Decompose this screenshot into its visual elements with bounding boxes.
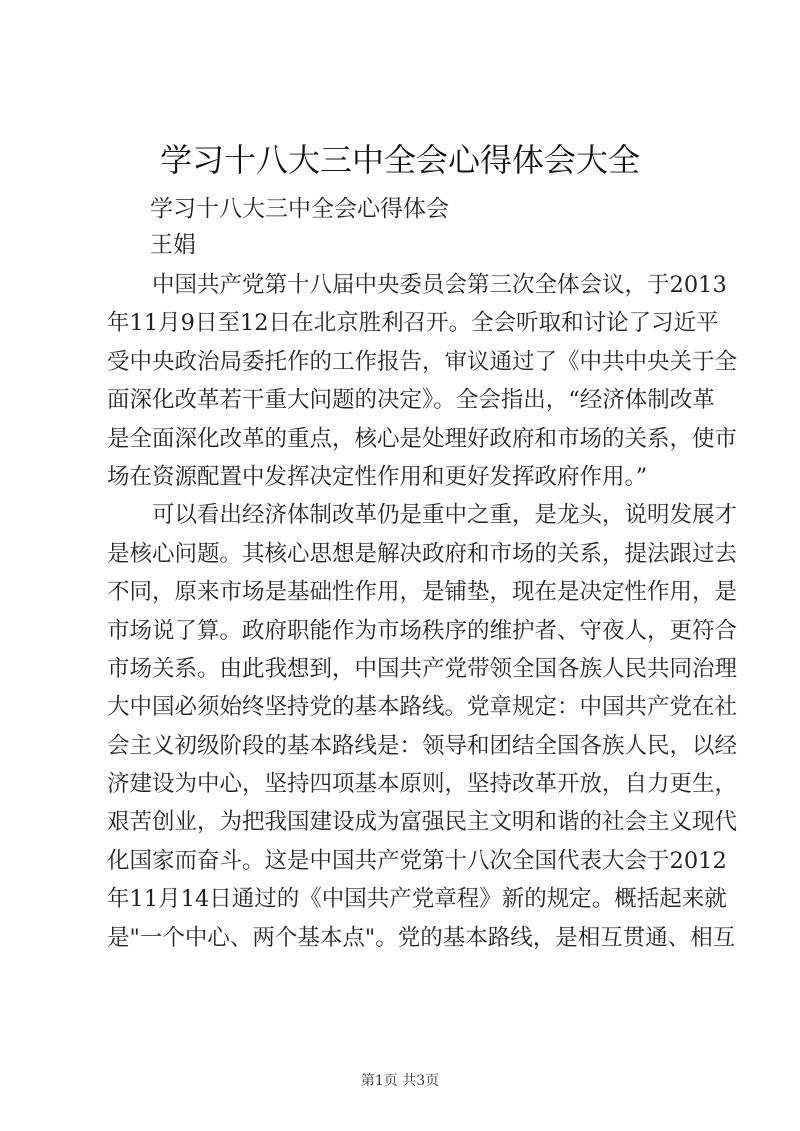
body-text-line: 受中央政治局委托作的工作报告，审议通过了《中共中央关于全 xyxy=(107,348,738,375)
body-text-line: 市场说了算。政府职能作为市场秩序的维护者、守夜人，更符合 xyxy=(107,617,738,644)
body-text-line: 面深化改革若干重大问题的决定》。全会指出，“经济体制改革 xyxy=(107,387,715,414)
body-text-line: 是"一个中心、两个基本点"。党的基本路线，是相互贯通、相互 xyxy=(107,924,736,951)
body-text-line: 年11月9日至12日在北京胜利召开。全会听取和讨论了习近平 xyxy=(107,310,719,337)
body-text-line: 大中国必须始终坚持党的基本路线。党章规定：中国共产党在社 xyxy=(107,694,738,721)
body-text-line: 可以看出经济体制改革仍是重中之重，是龙头，说明发展才 xyxy=(152,502,738,529)
body-text-line: 是全面深化改革的重点，核心是处理好政府和市场的关系，使市 xyxy=(107,425,738,452)
body-text-line: 化国家而奋斗。这是中国共产党第十八次全国代表大会于2012 xyxy=(107,847,727,874)
body-text-line: 济建设为中心，坚持四项基本原则，坚持改革开放，自力更生， xyxy=(107,771,738,798)
document-body xyxy=(107,270,738,961)
body-text-line: 中国共产党第十八届中央委员会第三次全体会议，于2013 xyxy=(152,272,727,298)
body-text-line: 会主义初级阶段的基本路线是：领导和团结全国各族人民，以经 xyxy=(107,732,738,759)
body-text-line: 不同，原来市场是基础性作用，是铺垫，现在是决定性作用，是 xyxy=(107,579,738,606)
body-text-line: 市场关系。由此我想到，中国共产党带领全国各族人民共同治理 xyxy=(107,655,738,682)
document-author: 王娟 xyxy=(150,232,196,258)
page-number: 第1页 共3页 xyxy=(360,1073,440,1089)
document-title: 学习十八大三中全会心得体会大全 xyxy=(159,141,640,179)
document-subtitle: 学习十八大三中全会心得体会 xyxy=(150,196,449,222)
body-text-line: 场在资源配置中发挥决定性作用和更好发挥政府作用。” xyxy=(107,463,648,490)
body-text-line: 是核心问题。其核心思想是解决政府和市场的关系，提法跟过去 xyxy=(107,540,738,567)
body-text-line: 艰苦创业，为把我国建设成为富强民主文明和谐的社会主义现代 xyxy=(107,809,738,836)
body-text-line: 年11月14日通过的《中国共产党章程》新的规定。概括起来就 xyxy=(107,886,727,913)
